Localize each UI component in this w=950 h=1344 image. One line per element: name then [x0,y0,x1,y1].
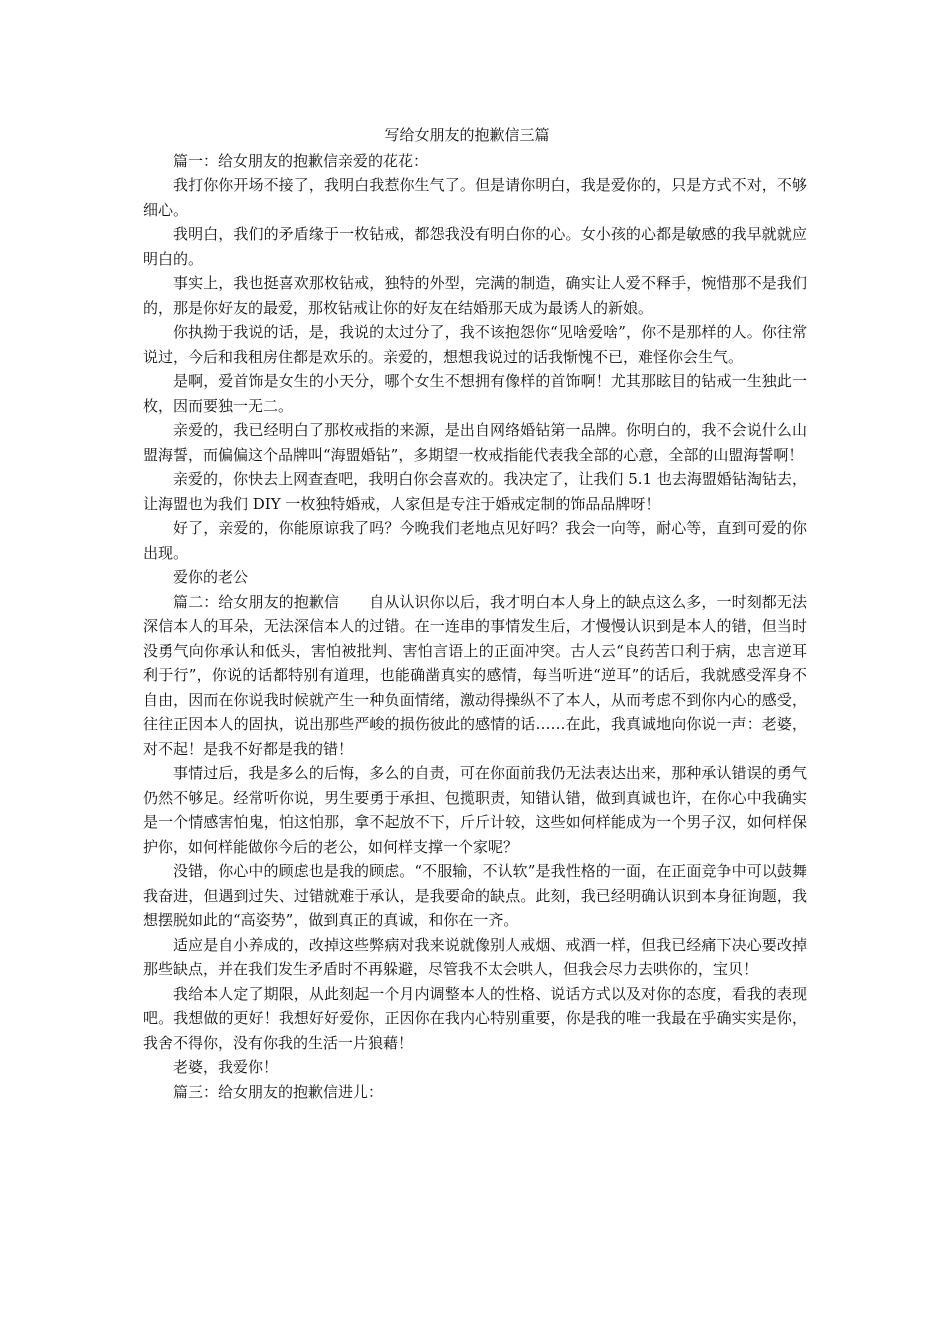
paragraph: 篇三：给女朋友的抱歉信进儿： [173,1082,384,1101]
paragraph: 我打你你开场不接了，我明白我惹你生气了。但是请你明白，我是爱你的，只是方式不对，不够细心。 [143,176,807,219]
paragraph: 没错，你心中的顾虑也是我的顾虑。“不服输，不认软”是我性格的一面，在正面竞争中可以鼓舞我奋进，但遇到过失、过错就难于承认，是我要命的缺点。此刻，我已经明确认识到本身征询题，我想摆脱如此的“高姿势”，做到真正的真诚，和你在一齐。 [143,862,807,929]
paragraph: 亲爱的，我已经明白了那枚戒指的来源，是出自网络婚钻第一品牌。你明白的，我不会说什么山盟海誓，而偏偏这个品牌叫“海盟婚钻”，多期望一枚戒指能代表我全部的心意，全部的山盟海誓啊！ [143,421,807,464]
paragraph: 事情过后，我是多么的后悔，多么的自责，可在你面前我仍无法表达出来，那种承认错误的勇气仍然不够足。经常听你说，男生要勇于承担、包揽职责，知错认错，做到真诚也许，在你心中我确实是一个情感害怕鬼，怕这怕那，拿不起放不下，斤斤计较，这些如何样能成为一个男子汉，如何样保护你，如何样能做你今后的老公，如何样支撑一个家呢？ [143,764,807,856]
paragraph: 老婆，我爱你！ [173,1058,279,1076]
paragraph: 是啊，爱首饰是女生的小天分，哪个女生不想拥有像样的首饰啊！尤其那眩目的钻戒一生独此一枚，因而要独一无二。 [143,372,807,415]
paragraph: 亲爱的，你快去上网查查吧，我明白你会喜欢的。我决定了，让我们 5.1 也去海盟婚钻淘钻去，让海盟也为我们 DIY 一枚独特婚戒，人家但是专注于婚戒定制的饰品品牌呀！ [143,470,807,513]
paragraph: 我给本人定了期限，从此刻起一个月内调整本人的性格、说话方式以及对你的态度，看我的表现吧。我想做的更好！我想好好爱你，正因你在我内心特别重要，你是我的唯一我最在乎确实实是你，我舍不得你，没有你我的生活一片狼藉！ [143,984,807,1052]
signature-line: 爱你的老公 [173,568,249,586]
paragraph: 好了，亲爱的，你能原谅我了吗？今晚我们老地点见好吗？我会一向等，耐心等，直到可爱的你出现。 [143,519,807,562]
paragraph: 事实上，我也挺喜欢那枚钻戒，独特的外型，完满的制造，确实让人爱不释手，惋惜那不是我们的，那是你好友的最爱，那枚钻戒让你的好友在结婚那天成为最诱人的新娘。 [143,274,807,317]
paragraph: 篇二：给女朋友的抱歉信 自从认识你以后，我才明白本人身上的缺点这么多，一时刻都无法深信本人的耳朵，无法深信本人的过错。在一连串的事情发生后，才慢慢认识到是本人的错，但当时没勇气向你承认和低头，害怕被批判、害怕言语上的正面冲突。古人云“良药苦口利于病，忠言逆耳利于行”，你说的话都特别有道理，也能确凿真实的感情，每当听进“逆耳”的话后，我就感受浑身不自由，因而在你说我时候就产生一种负面情绪，激动得操纵不了本人，从而考虑不到你内心的感受，往往正因本人的固执，说出那些严峻的损伤彼此的感情的话……在此，我真诚地向你说一声：老婆，对不起！是我不好都是我的错！ [143,592,807,758]
document-page [143,120,807,1104]
document-title: 写给女朋友的抱歉信三篇 [384,126,550,144]
paragraph: 篇一：给女朋友的抱歉信亲爱的花花： [173,151,429,170]
paragraph: 你执拗于我说的话，是，我说的太过分了，我不该抱怨你“见啥爱啥”，你不是那样的人。你往常说过，今后和我租房住都是欢乐的。亲爱的，想想我说过的话我惭愧不已，难怪你会生气。 [143,323,807,366]
paragraph: 我明白，我们的矛盾缘于一枚钻戒，都怨我没有明白你的心。女小孩的心都是敏感的我早就就应明白的。 [143,225,807,268]
paragraph: 适应是自小养成的，改掉这些弊病对我来说就像别人戒烟、戒酒一样，但我已经痛下决心要改掉那些缺点，并在我们发生矛盾时不再躲避，尽管我不太会哄人，但我会尽力去哄你的，宝贝！ [143,935,807,978]
